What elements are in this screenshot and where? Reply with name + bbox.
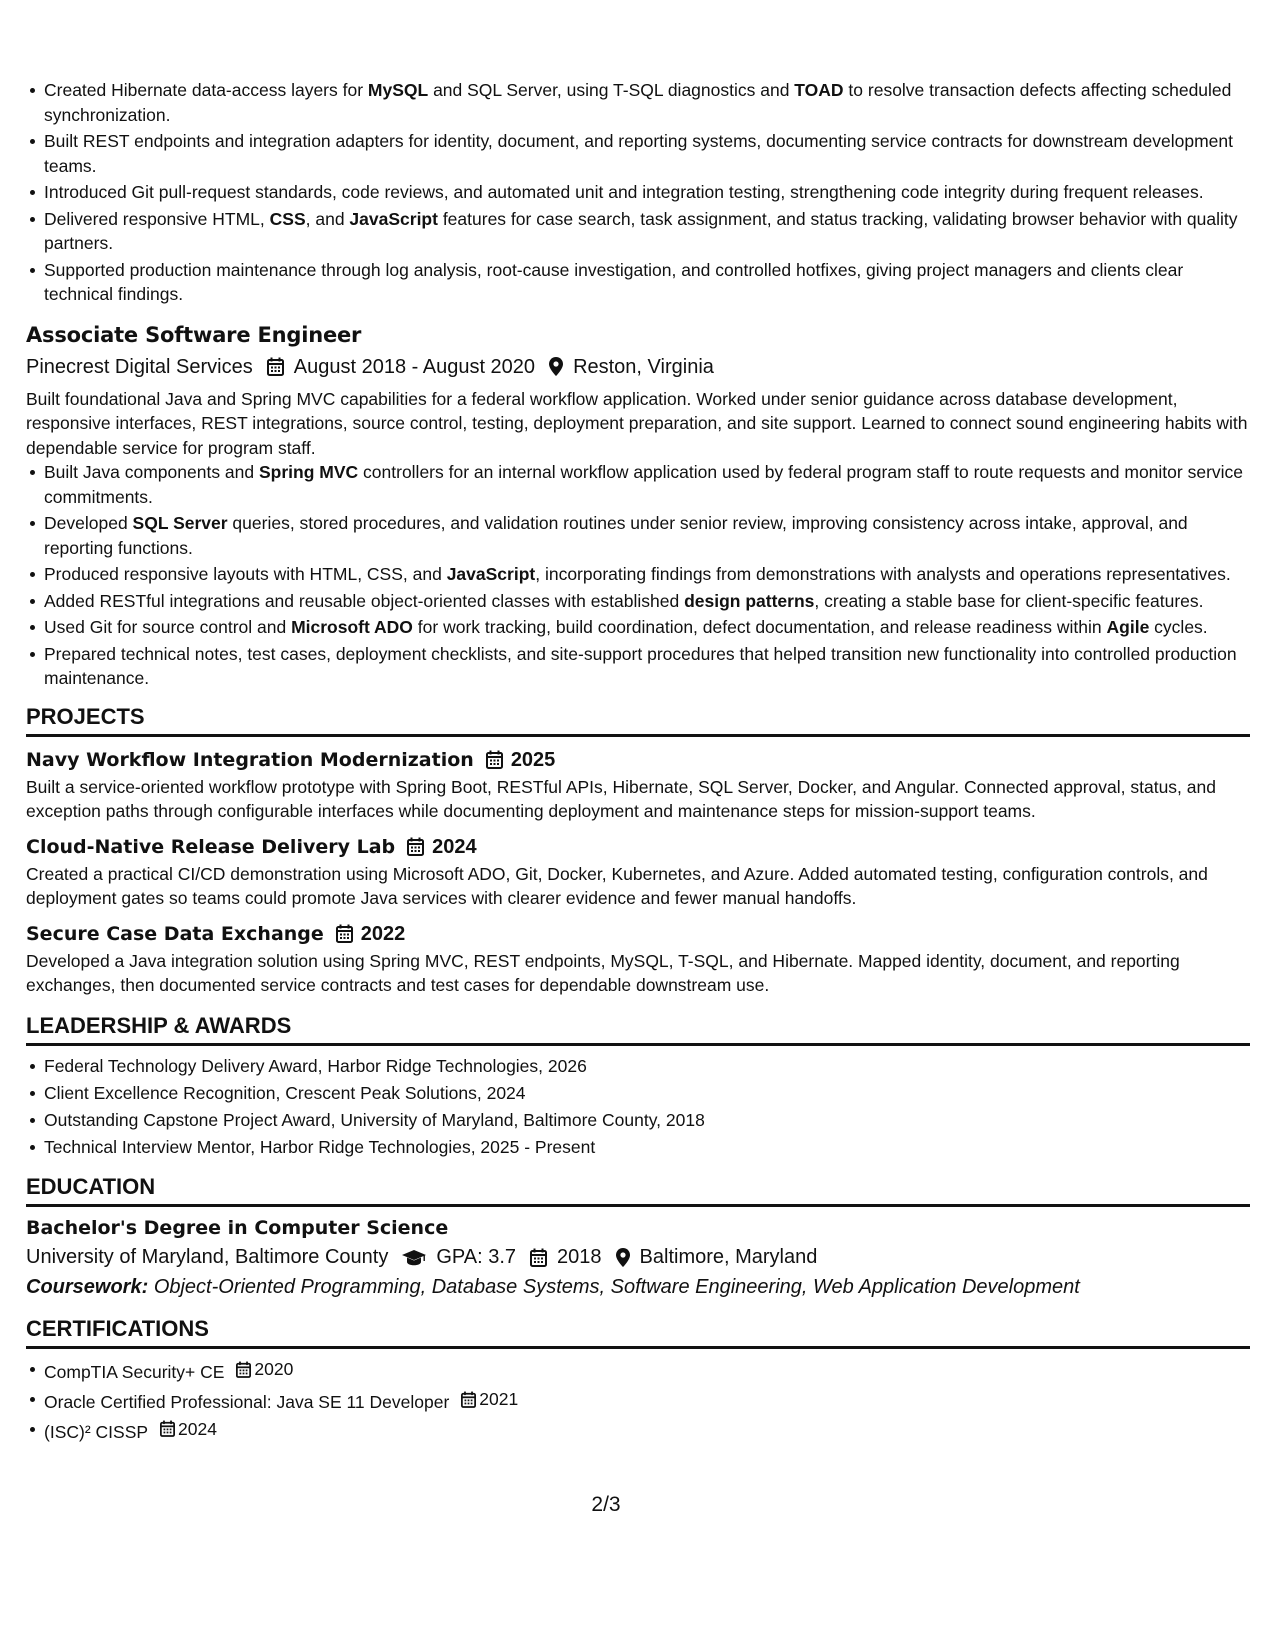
project-title-row — [26, 747, 1250, 773]
certification-item — [44, 1357, 1250, 1384]
calendar-icon — [486, 750, 503, 769]
project-title: Navy Workflow Integration Modernization — [26, 748, 474, 771]
bullet-item: Developed SQL Server queries, stored procedures, and validation routines under senior review, improving consistency across intake, approval, and reporting functions. — [44, 511, 1250, 560]
calendar-icon — [160, 1420, 175, 1437]
awards-heading: LEADERSHIP & AWARDS — [26, 1012, 1250, 1046]
education-meta — [26, 1243, 1250, 1271]
project-description: Developed a Java integration solution using Spring MVC, REST endpoints, MySQL, T-SQL, and Hibernate. Mapped identity, document, and reporting exchanges, then documented service contracts and test cases for dependable downstream use. — [26, 950, 1180, 995]
bullet-item: Added RESTful integrations and reusable object-oriented classes with established design patterns, creating a stable base for client-specific features. — [44, 589, 1250, 614]
school-location: Baltimore, Maryland — [639, 1246, 818, 1268]
project-title: Secure Case Data Exchange — [26, 922, 324, 945]
project-title-row — [26, 921, 1250, 947]
education-heading: EDUCATION — [26, 1173, 1250, 1207]
project-title: Cloud-Native Release Delivery Lab — [26, 835, 396, 858]
bullet-item: Built REST endpoints and integration adapters for identity, document, and reporting systems, documenting service contracts for downstream development teams. — [44, 129, 1250, 178]
calendar-icon — [236, 1361, 251, 1378]
graduation-year: 2018 — [557, 1246, 602, 1268]
location-pin-icon — [549, 357, 563, 376]
page-number: 2/3 — [591, 1493, 621, 1516]
certification-year: 2024 — [178, 1418, 217, 1439]
project-item — [26, 921, 1250, 998]
calendar-icon — [267, 357, 284, 376]
project-year: 2025 — [510, 748, 556, 771]
certification-name: (ISC)² CISSP — [44, 1421, 149, 1442]
resume-page — [26, 78, 1250, 1446]
coursework-label: Coursework: — [26, 1276, 149, 1298]
graduation-cap-icon — [402, 1249, 426, 1266]
job-meta — [26, 353, 1250, 381]
certifications-heading: CERTIFICATIONS — [26, 1315, 1250, 1349]
bullet-item: Created Hibernate data-access layers for MySQL and SQL Server, using T-SQL diagnostics and TOAD to resolve transaction defects affecting scheduled synchronization. — [44, 78, 1250, 127]
coursework — [26, 1273, 1250, 1301]
gpa: GPA: 3.7 — [436, 1246, 517, 1268]
school-name: University of Maryland, Baltimore County — [26, 1246, 389, 1268]
bullet-item: Produced responsive layouts with HTML, CSS, and JavaScript, incorporating findings from demonstrations with analysts and operations representatives. — [44, 562, 1250, 587]
projects-heading: PROJECTS — [26, 703, 1250, 737]
certification-name: Oracle Certified Professional: Java SE 11 Developer — [44, 1391, 450, 1412]
projects-list — [26, 747, 1250, 998]
project-year: 2024 — [432, 835, 477, 858]
bullet-item: Built Java components and Spring MVC controllers for an internal workflow application used by federal program staff to route requests and monitor service commitments. — [44, 460, 1250, 509]
coursework-list: Object-Oriented Programming, Database Systems, Software Engineering, Web Application Development — [153, 1276, 1080, 1298]
project-item — [26, 834, 1250, 911]
job-location: Reston, Virginia — [573, 355, 714, 378]
award-item: Client Excellence Recognition, Crescent Peak Solutions, 2024 — [44, 1081, 1250, 1106]
project-description: Created a practical CI/CD demonstration using Microsoft ADO, Git, Docker, Kubernetes, and Azure. Added automated testing, configuration controls, and deployment gates so teams could promote Java services with clearer evidence and fewer manual handoffs. — [26, 863, 1208, 908]
job-title: Associate Software Engineer — [26, 322, 362, 347]
calendar-icon — [407, 837, 424, 856]
certification-name: CompTIA Security+ CE — [44, 1361, 225, 1382]
award-item: Outstanding Capstone Project Award, University of Maryland, Baltimore County, 2018 — [44, 1108, 1250, 1133]
job-dates: August 2018 - August 2020 — [293, 355, 536, 378]
calendar-icon — [336, 924, 353, 943]
awards-list — [26, 1054, 1250, 1160]
job-bullets — [26, 460, 1250, 691]
calendar-icon — [530, 1248, 547, 1267]
job-summary: Built foundational Java and Spring MVC capabilities for a federal workflow application. Worked under senior guidance across database development, responsive interfaces, REST integrations, source control, testing, deployment preparation, and site support. Learned to connect sound engineering habits with dependable service for program staff. — [26, 388, 1248, 458]
certifications-list — [26, 1357, 1250, 1444]
location-pin-icon — [616, 1248, 630, 1267]
bullet-item: Delivered responsive HTML, CSS, and JavaScript features for case search, task assignment, and status tracking, validating browser behavior with quality partners. — [44, 207, 1250, 256]
award-item: Technical Interview Mentor, Harbor Ridge Technologies, 2025 - Present — [44, 1135, 1250, 1160]
company-name: Pinecrest Digital Services — [26, 355, 253, 378]
project-item — [26, 747, 1250, 824]
certification-item — [44, 1417, 1250, 1444]
project-year: 2022 — [360, 922, 406, 945]
bullet-item: Introduced Git pull-request standards, code reviews, and automated unit and integration testing, strengthening code integrity during frequent releases. — [44, 180, 1250, 205]
certification-year: 2020 — [254, 1359, 294, 1379]
previous-job-bullets — [26, 78, 1250, 307]
project-description: Built a service-oriented workflow prototype with Spring Boot, RESTful APIs, Hibernate, SQL Server, Docker, and Angular. Connected approval, status, and exception paths through configurable interfaces while documenting deployment and maintenance steps for mission-support teams. — [26, 776, 1216, 821]
bullet-item: Supported production maintenance through log analysis, root-cause investigation, and controlled hotfixes, giving project managers and clients clear technical findings. — [44, 258, 1250, 307]
award-item: Federal Technology Delivery Award, Harbor Ridge Technologies, 2026 — [44, 1054, 1250, 1079]
bullet-item: Prepared technical notes, test cases, deployment checklists, and site-support procedures that helped transition new functionality into controlled production maintenance. — [44, 642, 1250, 691]
calendar-icon — [461, 1391, 476, 1408]
degree-title: Bachelor's Degree in Computer Science — [26, 1217, 449, 1239]
bullet-item: Used Git for source control and Microsoft ADO for work tracking, build coordination, defect documentation, and release readiness within Agile cycles. — [44, 615, 1250, 640]
certification-year: 2021 — [479, 1388, 519, 1409]
project-title-row — [26, 834, 1250, 860]
certification-item — [44, 1387, 1250, 1414]
